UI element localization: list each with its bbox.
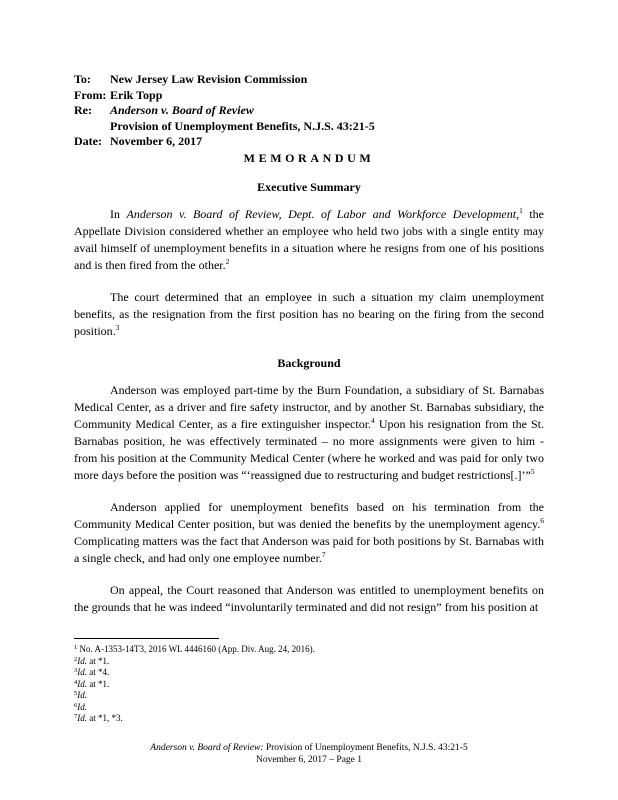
footnote-text: at *1, *3. [87,713,123,723]
footnote-number: 4 [74,678,78,686]
date-label: Date: [74,134,102,149]
footnote-ref-6[interactable]: 6 [540,516,544,525]
footnote-text: at *4. [87,667,110,677]
text-run: In [110,207,127,221]
footnote-number: 2 [74,655,78,663]
to-label: To: [74,72,91,86]
executive-summary-paragraph-2 [74,289,544,340]
text-run: Complicating matters was the fact that Anderson was paid for both positions by St. Barnabas with a single check, and had only one employee number. [74,534,544,565]
footer-line-2: November 6, 2017 – Page 1 [255,755,363,765]
re-row [74,103,375,134]
footnote-ref-4[interactable]: 4 [371,416,375,425]
footnote-italic: Id. [77,678,87,689]
case-citation: Anderson v. Board of Review, Dept. of Labor and Workforce Development [126,207,517,221]
background-paragraph-2 [74,499,544,567]
footnote-number: 6 [74,701,78,709]
footer-subject: Provision of Unemployment Benefits, N.J.S. 43:21-5 [263,743,468,753]
footnote [74,690,315,702]
from-row [74,88,375,104]
to-value: New Jersey Law Revision Commission [110,72,308,86]
footer-case-name: Anderson v. Board of Review: [150,743,264,753]
footnote-number: 7 [74,713,78,720]
re-subject: Provision of Unemployment Benefits, N.J.S. 43:21-5 [110,118,375,133]
footnote-ref-2[interactable]: 2 [225,257,230,266]
text-run: The court determined that an employee in such a situation my claim unemployment benefits, as the resignation from the first position has no bearing on the firing from the second position. [74,290,544,338]
footnote [74,679,315,691]
footnote-italic: Id. [77,655,87,666]
memo-title: MEMORANDUM [243,151,375,165]
date-value: November 6, 2017 [110,134,203,149]
from-label: From: [74,87,107,102]
background-paragraph-3 [74,582,544,616]
executive-summary-paragraph-1 [74,206,544,274]
footnote-italic: Id. [77,713,87,723]
footnote-ref-5[interactable]: 5 [530,467,535,476]
footnote-number: 1 [74,644,78,651]
memo-body [74,150,544,631]
footnote [74,656,315,668]
footnote-text: at *1. [87,655,110,666]
text-run: Anderson applied for unemployment benefits based on his termination from the Community Medical Center position, but was denied the benefits by the unemployment agency. [74,500,544,531]
footnote-text: No. A-1353-14T3, 2016 WL 4446160 (App. Div. Aug. 24, 2016). [77,644,315,654]
footnote-italic: Id. [77,667,87,677]
text-run: the Appellate Division considered whether an employee who held two jobs with a single entity may avail himself of unemployment benefits in a situation where he resigns from one of his positions and is then fired from the other. [74,207,544,272]
date-row [74,134,375,150]
text-run: Anderson was employed part-time by the Burn Foundation, a subsidiary of St. Barnabas Medical Center, as a driver and fire safety instructor, and by another St. Barnabas subsidiary, the Community Medical Center, as a fire extinguisher inspector. [74,383,544,431]
footnote-ref-1[interactable]: 1 [519,206,523,215]
background-heading: Background [277,356,341,370]
text-run: Upon his resignation from the St. Barnabas position, he was effectively terminated – no more assignments were given to him - from his position at the Community Medical Center (where he worked and was paid for only two more days before the position was “‘reassigned due to restructuring and budget restrictions[.]’” [74,417,545,482]
footnote-separator [74,638,219,639]
footnote-italic: Id. [77,701,87,712]
footnote-number: 5 [74,690,78,697]
background-paragraph-1 [74,382,544,484]
footnote [74,713,315,725]
re-label: Re: [74,103,92,118]
footer-line-1 [0,742,618,754]
memo-header [74,72,375,150]
re-case-name: Anderson v. Board of Review [110,103,254,118]
footnote-number: 3 [74,667,78,674]
footnote [74,702,315,714]
footnote-ref-7[interactable]: 7 [321,550,326,559]
footnote [74,667,315,679]
executive-summary-heading: Executive Summary [257,180,361,194]
text-run: On appeal, the Court reasoned that Anderson was entitled to unemployment benefits on the grounds that he was indeed “involuntarily terminated and did not resign” from his position at [74,583,544,614]
re-value [110,103,375,134]
footnote-italic: Id. [77,690,87,700]
to-row [74,72,375,88]
footnote-ref-3[interactable]: 3 [115,323,120,332]
text-run: , [516,207,520,221]
page-footer [0,742,618,766]
footnote [74,644,315,656]
from-value: Erik Topp [110,87,163,102]
footnotes [74,644,315,725]
footnote-text: at *1. [87,678,110,689]
